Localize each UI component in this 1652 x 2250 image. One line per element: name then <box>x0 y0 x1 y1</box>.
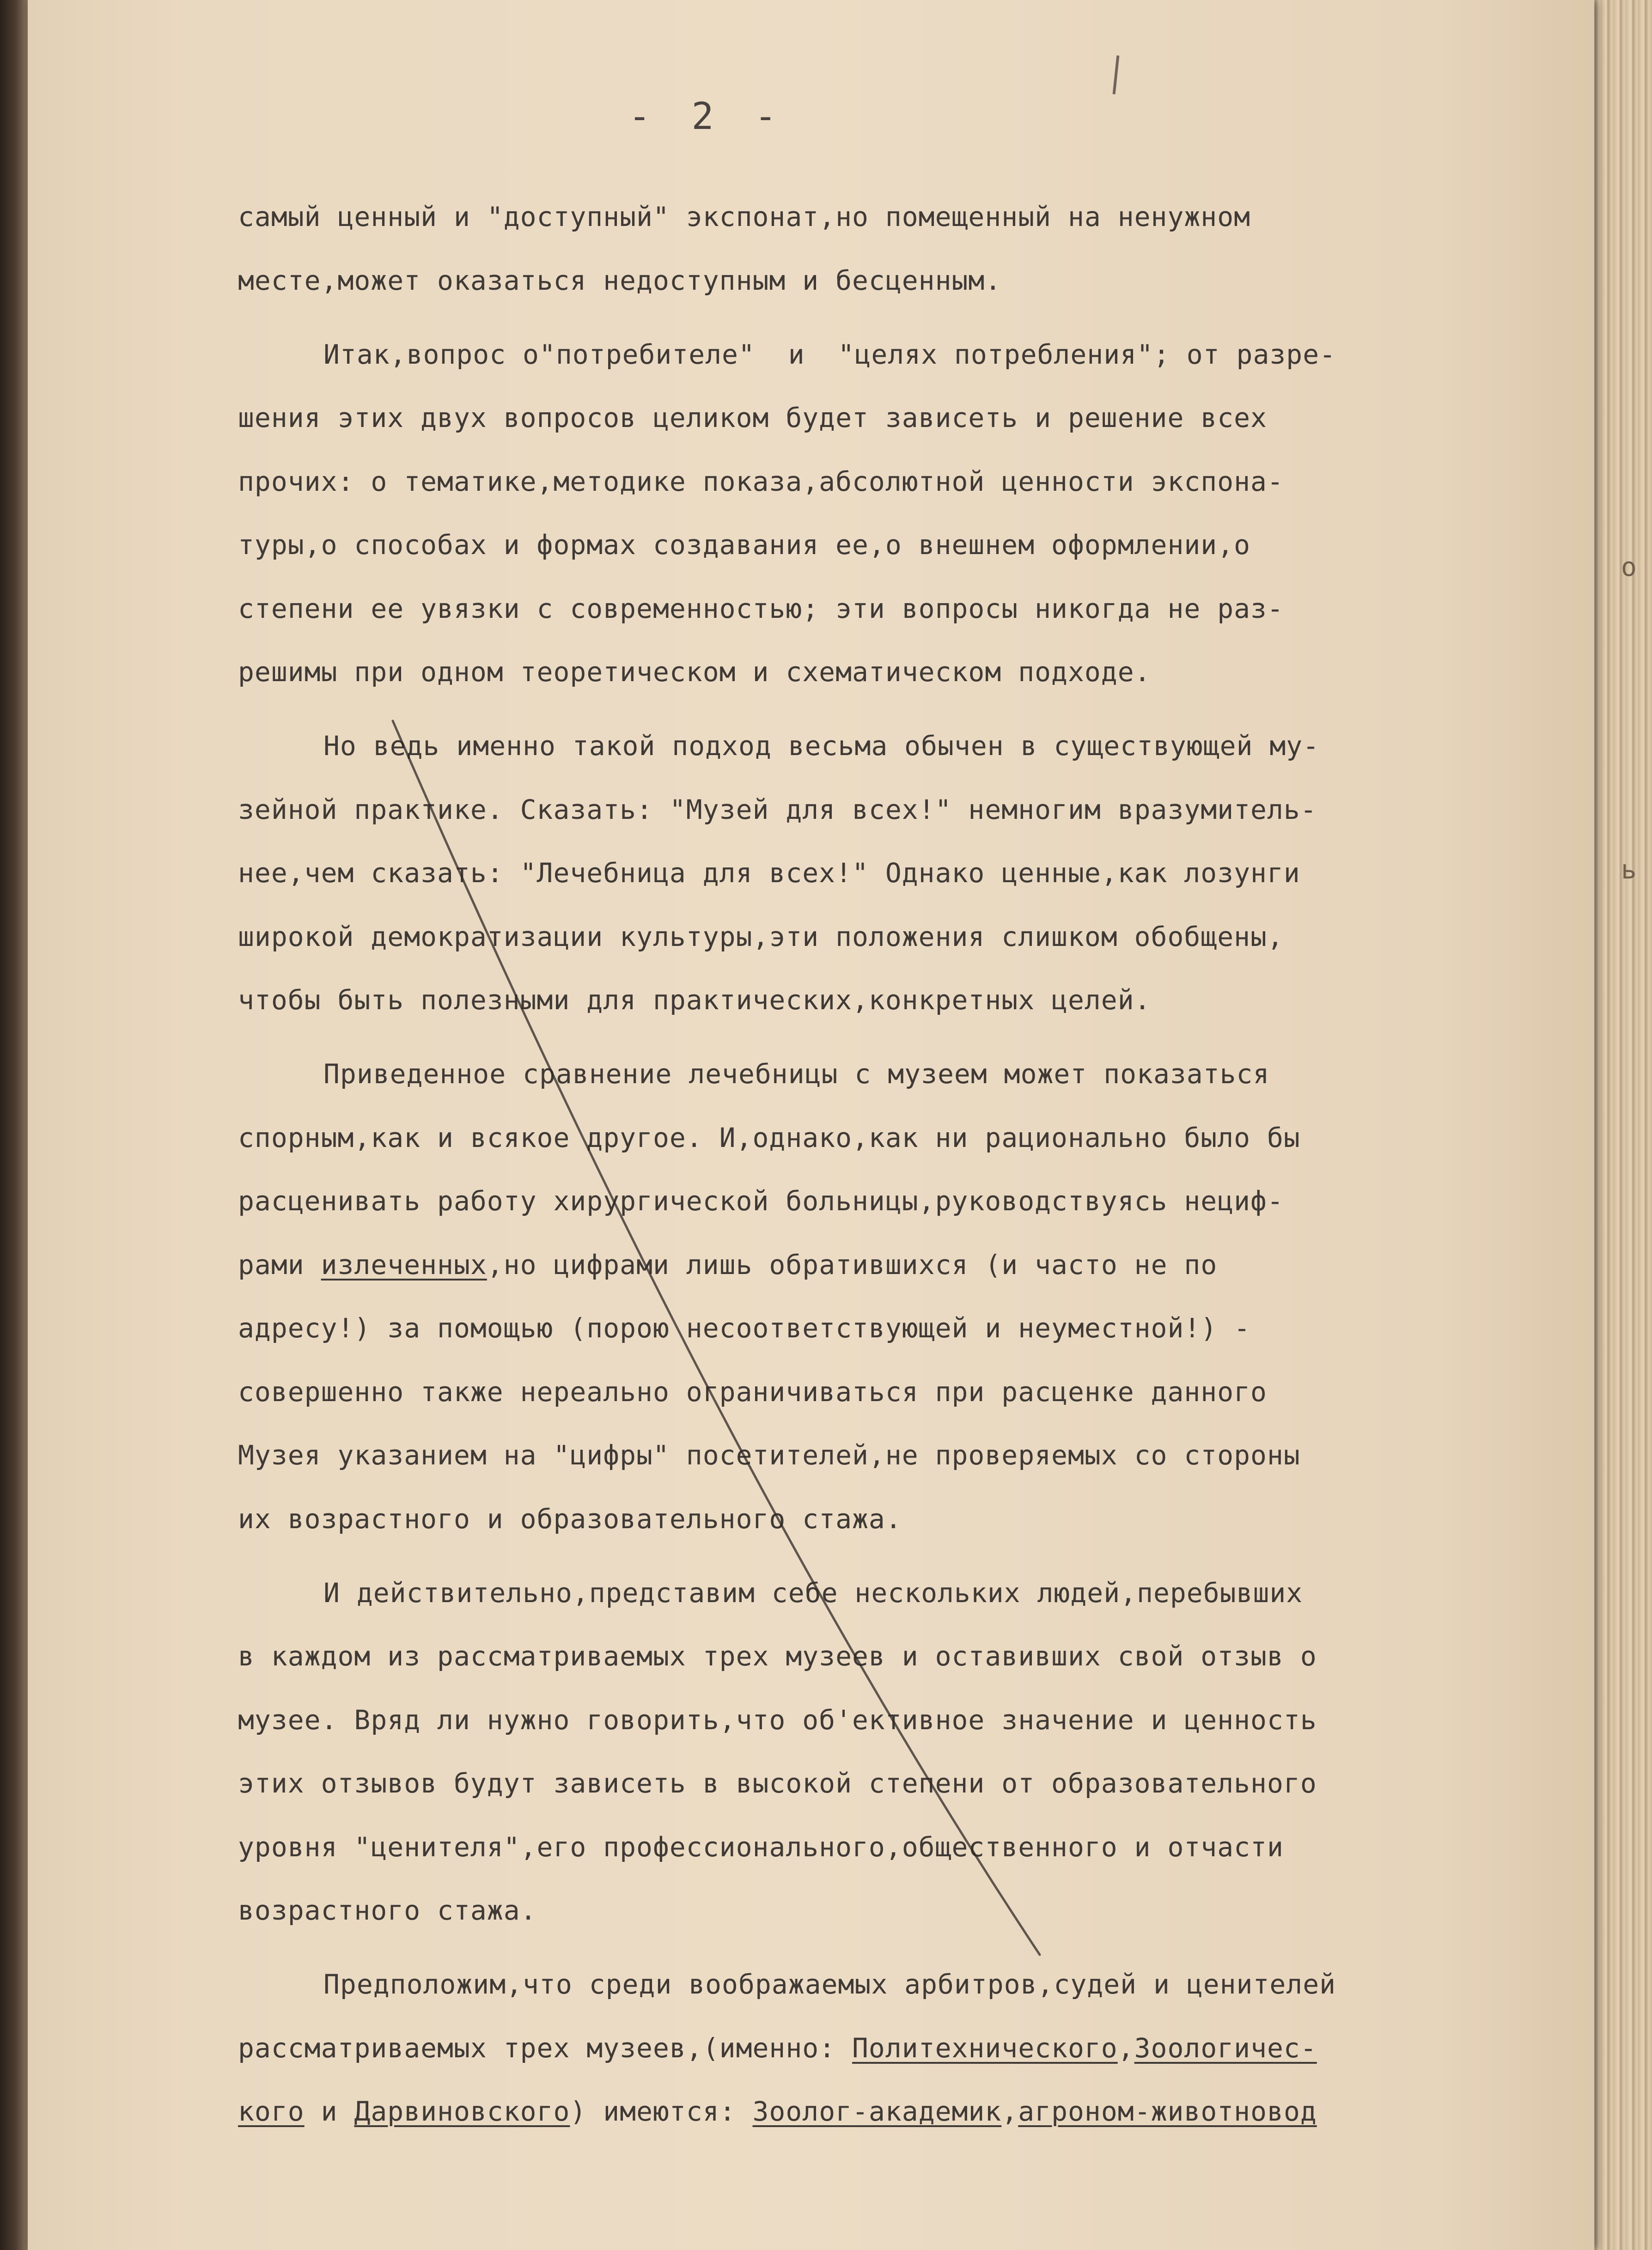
text-line: рассматриваемых трех музеев,(именно: Политехнического,Зоологичес- <box>238 2032 1317 2064</box>
text-line: возрастного стажа. <box>238 1895 537 1926</box>
text-line: степени ее увязки с современностью; эти вопросы никогда не раз- <box>238 592 1284 624</box>
text-line: музее. Вряд ли нужно говорить,что об'ективное значение и ценность <box>238 1704 1317 1736</box>
text-line: Итак,вопрос о"потребителе" и "целях потребления"; от разре- <box>323 338 1336 370</box>
text-line: Предположим,что среди воображаемых арбитров,судей и ценителей <box>323 1969 1336 2000</box>
text-line: самый ценный и "доступный" экспонат,но помещенный на ненужном <box>238 201 1251 232</box>
text-line: Приведенное сравнение лечебницы с музеем может показаться <box>323 1058 1270 1090</box>
text-line: зейной практике. Сказать: "Музей для всех!" немногим вразумитель- <box>238 793 1317 825</box>
text-line: расценивать работу хирургической больницы,руководствуясь нециф- <box>238 1185 1284 1217</box>
text-line: шения этих двух вопросов целиком будет зависеть и решение всех <box>238 402 1267 433</box>
text-line: Но ведь именно такой подход весьма обычен в существующей му- <box>323 730 1320 762</box>
text-line: этих отзывов будут зависеть в высокой степени от образовательного <box>238 1768 1317 1799</box>
margin-mark: о <box>1621 552 1637 582</box>
text-line: совершенно также нереально ограничиваться при расценке данного <box>238 1376 1267 1408</box>
text-line: адресу!) за помощью (порою несоответствующей и неуместной!) - <box>238 1312 1251 1344</box>
underlined-phrase: агроном-животновод <box>1018 2096 1317 2127</box>
text-line: нее,чем сказать: "Лечебница для всех!" Однако ценные,как лозунги <box>238 857 1300 889</box>
underlined-phrase: Политехнического <box>852 2032 1118 2064</box>
page-left-edge <box>0 0 28 2250</box>
text-line: Музея указанием на "цифры" посетителей,не проверяемых со стороны <box>238 1439 1300 1471</box>
text-line: чтобы быть полезными для практических,конкретных целей. <box>238 984 1151 1016</box>
text-line: прочих: о тематике,методике показа,абсолютной ценности экспона- <box>238 465 1284 497</box>
text-line: рами излеченных,но цифрами лишь обратившихся (и часто не по <box>238 1249 1218 1280</box>
underlined-phrase: Дарвиновского <box>354 2096 570 2127</box>
text-line: в каждом из рассматриваемых трех музеев и оставивших свой отзыв о <box>238 1640 1317 1672</box>
underlying-pages-edge <box>1590 0 1652 2250</box>
underlined-phrase: излеченных <box>321 1249 487 1280</box>
underlined-phrase: кого <box>238 2096 305 2127</box>
text-line: решимы при одном теоретическом и схематическом подходе. <box>238 656 1151 688</box>
text-line: уровня "ценителя",его профессионального,общественного и отчасти <box>238 1831 1284 1863</box>
margin-mark: ь <box>1621 855 1637 885</box>
text-line: туры,о способах и формах создавания ее,о внешнем оформлении,о <box>238 529 1251 561</box>
text-line: широкой демократизации культуры,эти положения слишком обобщены, <box>238 921 1284 952</box>
underlined-phrase: Зоологичес- <box>1134 2032 1317 2064</box>
text-line: кого и Дарвиновского) имеются: Зоолог-академик,агроном-животновод <box>238 2096 1317 2127</box>
typewritten-text-body <box>238 202 1564 2160</box>
text-line: месте,может оказаться недоступным и бесценным. <box>238 264 1002 296</box>
text-line: их возрастного и образовательного стажа. <box>238 1503 902 1535</box>
page-number: - 2 - <box>628 95 786 138</box>
underlined-phrase: Зоолог-академик <box>752 2096 1002 2127</box>
text-line: спорным,как и всякое другое. И,однако,как ни рационально было бы <box>238 1122 1300 1153</box>
text-line: И действительно,представим себе нескольких людей,перебывших <box>323 1577 1303 1609</box>
